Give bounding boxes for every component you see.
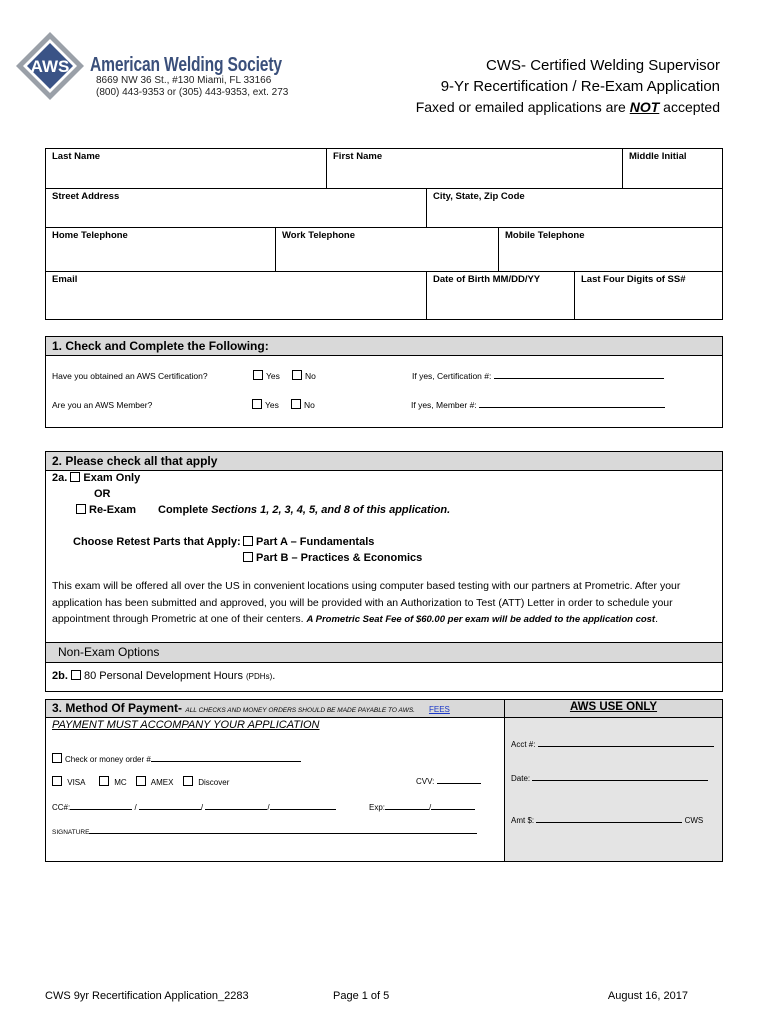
ssn-last-four-field[interactable]: Last Four Digits of SS#	[581, 274, 686, 285]
cvv-field[interactable]: CVV:	[416, 777, 481, 786]
title-line-1: CWS- Certified Welding Supervisor	[486, 57, 720, 74]
title-line-2: 9-Yr Recertification / Re-Exam Application	[440, 78, 720, 95]
payment-accompany-note: PAYMENT MUST ACCOMPANY YOUR APPLICATION	[52, 719, 320, 731]
expiration-field[interactable]: Exp: /	[369, 803, 475, 812]
complete-sections-note: Complete Sections 1, 2, 3, 4, 5, and 8 of this application.	[158, 504, 451, 516]
email-row	[46, 272, 722, 320]
check-money-order-option[interactable]: Check or money order #	[52, 753, 301, 764]
q1-yes-checkbox[interactable]	[253, 370, 263, 380]
q-aws-member: Are you an AWS Member?	[52, 400, 153, 410]
name-row	[46, 149, 722, 189]
address-line-1: 8669 NW 36 St., #130 Miami, FL 33166	[96, 75, 272, 86]
fees-link[interactable]: FEES	[428, 705, 450, 714]
first-name-field[interactable]: First Name	[327, 149, 623, 188]
account-number-field: Acct #:	[511, 740, 714, 749]
part-a-option[interactable]: Part A – Fundamentals	[243, 536, 374, 548]
aws-logo	[14, 30, 86, 102]
dob-field[interactable]: Date of Birth MM/DD/YY	[427, 272, 575, 320]
footer-page-number: Page 1 of 5	[333, 990, 390, 1002]
member-number-line[interactable]	[479, 407, 665, 408]
q2-no-checkbox[interactable]	[291, 399, 301, 409]
last-name-field[interactable]: Last Name	[46, 149, 327, 188]
visa-checkbox[interactable]	[52, 776, 62, 786]
re-exam-checkbox[interactable]	[76, 504, 86, 514]
q1-no-option[interactable]: No	[292, 370, 316, 381]
discover-checkbox[interactable]	[183, 776, 193, 786]
title-line-3: Faxed or emailed applications are NOT accepted	[415, 99, 720, 115]
section-1	[45, 336, 723, 428]
exam-only-option[interactable]: 2a. Exam Only	[52, 472, 141, 484]
mc-option[interactable]: MC	[99, 776, 127, 787]
section-3-heading: 3. Method Of Payment- ALL CHECKS AND MONEY ORDERS SHOULD BE MADE PAYABLE TO AWS. FEES	[46, 700, 504, 718]
amex-checkbox[interactable]	[136, 776, 146, 786]
q1-no-checkbox[interactable]	[292, 370, 302, 380]
mobile-telephone-field[interactable]: Mobile Telephone	[505, 230, 585, 241]
prometric-info: This exam will be offered all over the US in convenient locations using computer based testing with our partners at Prometric. After your application has been submitted and approved, you will be provided with an Authorization to Test (ATT) Letter in order to schedule your appointment through Prometric at one of their centers. A Prometric Seat Fee of $60.00 per exam will be added to the application cost.	[52, 580, 681, 625]
email-field[interactable]: Email	[46, 272, 427, 320]
member-number-field[interactable]: If yes, Member #:	[411, 400, 665, 410]
middle-initial-field[interactable]: Middle Initial	[629, 151, 687, 162]
non-exam-options-heading: Non-Exam Options	[46, 642, 722, 663]
address-row	[46, 189, 722, 228]
footer-document-id: CWS 9yr Recertification Application_2283	[45, 990, 249, 1002]
payment-method-panel	[46, 700, 505, 861]
re-exam-option[interactable]: Re-Exam	[76, 504, 136, 516]
work-telephone-field[interactable]: Work Telephone	[276, 228, 499, 271]
section-1-heading: 1. Check and Complete the Following:	[46, 337, 722, 356]
certification-number-line[interactable]	[494, 378, 664, 379]
personal-info-table	[45, 148, 723, 320]
discover-option[interactable]: Discover	[183, 776, 229, 787]
signature-field[interactable]: SIGNATURE	[52, 829, 477, 836]
section-3-payment	[45, 699, 723, 862]
check-money-order-checkbox[interactable]	[52, 753, 62, 763]
pdh-option[interactable]: 2b. 80 Personal Development Hours (PDHs).	[52, 670, 276, 682]
date-field: Date:	[511, 774, 708, 783]
section-2-heading: 2. Please check all that apply	[46, 452, 722, 471]
pdh-checkbox[interactable]	[71, 670, 81, 680]
home-telephone-field[interactable]: Home Telephone	[46, 228, 276, 271]
mc-checkbox[interactable]	[99, 776, 109, 786]
certification-number-field[interactable]: If yes, Certification #:	[412, 371, 664, 381]
q-aws-certification: Have you obtained an AWS Certification?	[52, 371, 208, 381]
street-address-field[interactable]: Street Address	[46, 189, 427, 227]
or-label: OR	[94, 488, 111, 500]
part-b-option[interactable]: Part B – Practices & Economics	[243, 552, 422, 564]
q2-no-option[interactable]: No	[291, 399, 315, 410]
footer-date: August 16, 2017	[607, 990, 688, 1002]
credit-card-number-field[interactable]: CC#: / / /	[52, 803, 336, 812]
q2-yes-checkbox[interactable]	[252, 399, 262, 409]
city-state-zip-field[interactable]: City, State, Zip Code	[433, 191, 525, 202]
exam-only-checkbox[interactable]	[70, 472, 80, 482]
amount-field: Amt $: CWS	[511, 816, 704, 825]
visa-option[interactable]: VISA	[52, 776, 85, 787]
check-number-line[interactable]	[151, 761, 301, 762]
aws-use-only-panel	[505, 700, 722, 861]
not-emphasis: NOT	[629, 99, 660, 115]
part-a-checkbox[interactable]	[243, 536, 253, 546]
q1-yes-option[interactable]: Yes	[253, 370, 280, 381]
retest-parts-label: Choose Retest Parts that Apply:	[73, 536, 241, 548]
logo-text: AWS	[30, 57, 70, 76]
signature-line[interactable]	[89, 833, 477, 834]
q2-yes-option[interactable]: Yes	[252, 399, 279, 410]
aws-use-only-heading: AWS USE ONLY	[505, 700, 722, 718]
org-address	[96, 75, 288, 99]
address-line-2: (800) 443-9353 or (305) 443-9353, ext. 273	[96, 87, 289, 98]
section-2	[45, 451, 723, 692]
phone-row	[46, 228, 722, 272]
document-title	[416, 55, 720, 118]
amex-option[interactable]: AMEX	[136, 776, 173, 787]
part-b-checkbox[interactable]	[243, 552, 253, 562]
org-name: American Welding Society	[90, 54, 282, 76]
